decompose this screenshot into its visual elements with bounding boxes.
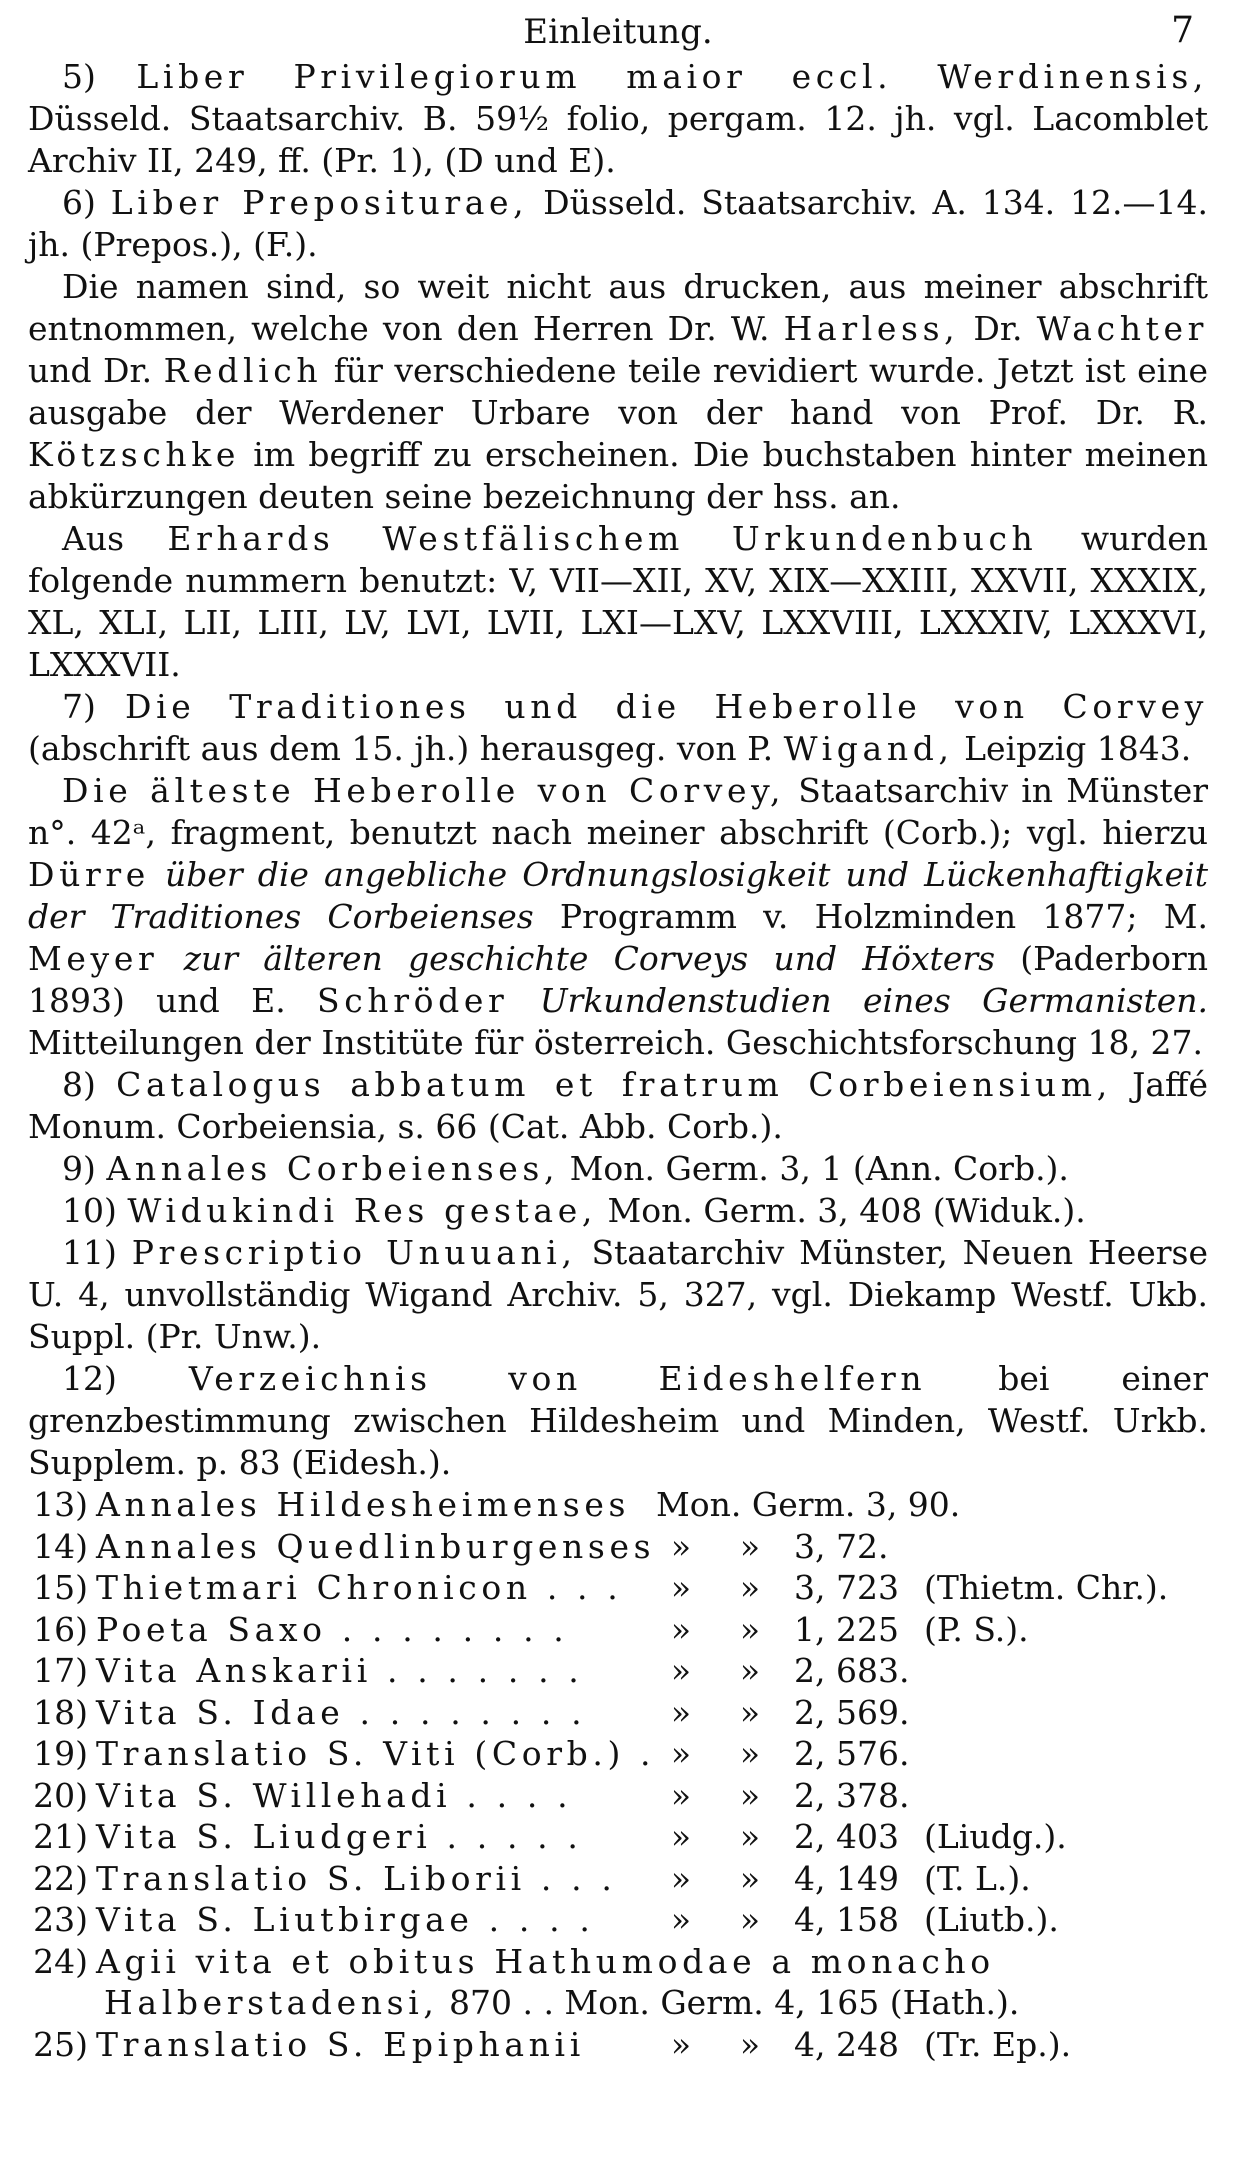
entry-number: 20) [33, 1775, 88, 1815]
person-name: Schröder [317, 981, 509, 1020]
entry-number: 12) [62, 1359, 117, 1398]
person-name: Harless, [783, 309, 960, 348]
entry-number: 5) [62, 57, 96, 96]
entry-text: Mon. Germ. 3, 408 (Widuk.). [596, 1191, 1086, 1230]
text: (abschrift aus dem 15. jh.) herausgeg. von P. [28, 729, 784, 768]
entry-reference: 2, 403 [794, 1817, 899, 1856]
text: Staatsarchiv in Münster n°. 42ᵃ, fragment, benutzt nach meiner abschrift (Corb.); vgl. hierzu [28, 771, 1208, 852]
entry-title: Prescriptio Unuuani, [131, 1233, 577, 1272]
entry-text: Düsseld. Staatsarchiv. A. 134. 12.—14. jh. (Prepos.), (F.). [28, 183, 1208, 264]
ditto-mark: » [670, 1692, 692, 1732]
ditto-mark: » [739, 1692, 761, 1732]
ditto-mark: » [739, 1651, 761, 1690]
list-item [28, 1692, 1208, 1734]
entry-reference: 3, 723 [794, 1568, 899, 1607]
editors-note [28, 266, 1208, 518]
entry-11 [28, 1232, 1208, 1358]
entry-abbreviation [924, 1775, 1204, 1817]
entry-title: Annales Corbeienses, [106, 1149, 560, 1188]
entry-reference: 870 . . Mon. Germ. 4, 165 (Hath.). [438, 1983, 1020, 2022]
entry-text: Jaffé Monum. Corbeiensia, s. 66 (Cat. Abb. Corb.). [28, 1065, 1208, 1146]
entry-abbreviation: (Liutb.). [924, 1900, 1059, 1939]
entry-title: Vita S. Willehadi . . . . [96, 1775, 573, 1815]
entry-title: Vita Anskarii . . . . . . . [96, 1651, 584, 1690]
ditto-mark: » [670, 1900, 692, 1939]
work-title: Die älteste Heberolle von Corvey, [62, 771, 786, 810]
book-page [28, 0, 1208, 2175]
list-item [28, 1526, 1208, 1568]
entry-number: 22) [33, 1858, 88, 1898]
list-item [28, 1733, 1208, 1775]
ditto-mark: » [670, 1568, 692, 1607]
entry-title: Agii vita et obitus Hathumodae a monacho [96, 1941, 995, 1981]
entry-title: Vita S. Liudgeri . . . . . [96, 1817, 583, 1856]
ditto-mark: » [739, 1858, 761, 1898]
entry-number: 6) [62, 183, 96, 222]
entry-title: Liber Privilegiorum maior eccl. Werdinensis, [136, 57, 1208, 96]
entry-reference: 4, 158 [794, 1900, 899, 1939]
entry-number: 8) [62, 1065, 96, 1104]
entry-reference: 2, 378. [794, 1775, 910, 1815]
text: Dr. [959, 309, 1037, 348]
entry-abbreviation [924, 1733, 1204, 1775]
entry-abbreviation: (P. S.). [924, 1609, 1029, 1649]
ditto-mark: » [739, 1568, 761, 1607]
entry-abbreviation: (Liudg.). [924, 1817, 1067, 1856]
ditto-mark: » [739, 1775, 761, 1815]
entry-title: Translatio S. Viti (Corb.) . [96, 1734, 656, 1773]
ditto-mark: » [739, 1817, 761, 1856]
entry-title: Vita S. Idae . . . . . . . . [96, 1692, 587, 1732]
entry-title: Annales Quedlinburgenses [96, 1526, 656, 1566]
entry-reference: 4, 149 [794, 1858, 899, 1898]
ditto-mark: » [739, 1734, 761, 1773]
entry-6 [28, 182, 1208, 266]
entry-number: 9) [62, 1149, 96, 1188]
list-item-24 [28, 1941, 1208, 1983]
entry-reference: 2, 576. [794, 1734, 910, 1773]
entry-reference: 2, 683. [794, 1651, 910, 1690]
ditto-mark: » [670, 1526, 692, 1566]
entry-title: Verzeichnis von Eideshelfern [188, 1359, 927, 1398]
text: Aus [62, 519, 168, 558]
entry-text: Staatarchiv Münster, Neuen Heerse U. 4, unvollständig Wigand Archiv. 5, 327, vgl. Diekamp Westf. Ukb. Suppl. (Pr. Unw.). [28, 1233, 1209, 1356]
entry-number: 24) [33, 1941, 88, 1981]
entry-number: 11) [62, 1233, 117, 1272]
running-header [28, 0, 1208, 56]
ditto-mark: » [739, 1526, 761, 1566]
entry-abbreviation [924, 1650, 1204, 1692]
text: Die namen sind, so weit nicht aus drucken, aus meiner abschrift entnommen, welche von den Herren Dr. W. [28, 267, 1208, 348]
ditto-mark: » [739, 1609, 761, 1649]
entry-reference: 2, 569. [794, 1692, 910, 1732]
person-name: Dürre [28, 855, 150, 894]
entry-abbreviation: (T. L.). [924, 1858, 1031, 1898]
entry-number: 23) [33, 1900, 88, 1939]
person-name: Meyer [28, 939, 159, 978]
entry-number: 14) [33, 1526, 88, 1566]
entry-5 [28, 56, 1208, 182]
text: (Paderborn 1893) und E. [28, 939, 1208, 1020]
entry-number: 13) [33, 1485, 88, 1524]
list-item-24-cont [28, 1982, 1208, 2024]
text: Programm v. Holzminden 1877; M. [533, 897, 1208, 936]
work-title-italic: zur älteren geschichte Corveys und Höxters [158, 939, 996, 978]
entry-12 [28, 1358, 1208, 1484]
entry-reference: Mon. Germ. 3, 90. [656, 1485, 961, 1524]
entry-title: Thietmari Chronicon . . . [96, 1568, 623, 1607]
entry-number: 19) [33, 1734, 88, 1773]
list-item [28, 1650, 1208, 1692]
entry-number: 18) [33, 1692, 88, 1732]
text: Mitteilungen der Institüte für österreich. Geschichtsforschung 18, 27. [28, 1023, 1203, 1062]
urkundenbuch-note [28, 518, 1208, 686]
person-name: Kötzschke [28, 435, 241, 474]
entry-number: 10) [62, 1191, 117, 1230]
entry-title: Vita S. Liutbirgae . . . . [96, 1900, 595, 1939]
entry-number: 15) [33, 1568, 88, 1607]
list-item-25 [28, 2024, 1208, 2066]
list-item [28, 1484, 1208, 1526]
text: und Dr. [28, 351, 164, 390]
list-item [28, 1567, 1208, 1609]
list-item [28, 1858, 1208, 1900]
entry-title: Die Traditiones und die Heberolle von Corvey [125, 687, 1208, 726]
ditto-mark: » [739, 2024, 761, 2064]
entry-text: Düsseld. Staatsarchiv. B. 59½ folio, pergam. 12. jh. vgl. Lacomblet Archiv II, 249, ff. (Pr. 1), (D und E). [28, 99, 1208, 180]
entry-8 [28, 1064, 1208, 1148]
ditto-mark: » [670, 1817, 692, 1856]
list-item [28, 1609, 1208, 1651]
person-name: Wigand, [783, 729, 954, 768]
entry-title: Translatio S. Liborii . . . [96, 1858, 617, 1898]
ditto-mark: » [739, 1900, 761, 1939]
entry-text: Mon. Germ. 3, 1 (Ann. Corb.). [559, 1149, 1069, 1188]
entry-title: Halberstadensi, [104, 1983, 439, 2022]
list-item [28, 1899, 1208, 1941]
list-item [28, 1775, 1208, 1817]
entry-text: bei einer grenzbestimmung zwischen Hildesheim und Minden, Westf. Urkb. Supplem. p. 83 (Eidesh.). [28, 1359, 1208, 1482]
text: im begriff zu erscheinen. Die buchstaben hinter meinen abkürzungen deuten seine bezeichnung der hss. an. [28, 435, 1208, 516]
page-number: 7 [1171, 10, 1194, 51]
entry-abbreviation: (Thietm. Chr.). [924, 1568, 1169, 1607]
entry-abbreviation [924, 1484, 1204, 1526]
text: für verschiedene teile revidiert wurde. Jetzt ist eine ausgabe der Werdener Urbare von der hand von Prof. Dr. R. [28, 351, 1208, 432]
ditto-mark: » [670, 2024, 692, 2064]
entry-9 [28, 1148, 1208, 1190]
work-title-italic: Urkundenstudien eines Germanisten. [508, 981, 1208, 1020]
entry-abbreviation [924, 1526, 1204, 1568]
entry-reference: 3, 72. [794, 1526, 889, 1566]
heberolle-note [28, 770, 1208, 1064]
entry-title: Widukindi Res gestae, [127, 1191, 597, 1230]
person-name: Redlich [163, 351, 323, 390]
list-item [28, 1816, 1208, 1858]
text: Leipzig 1843. [953, 729, 1192, 768]
entry-number: 7) [62, 687, 96, 726]
entry-7 [28, 686, 1208, 770]
entry-abbreviation: (Tr. Ep.). [924, 2024, 1072, 2064]
ditto-mark: » [670, 1734, 692, 1773]
ditto-mark: » [670, 1775, 692, 1815]
entry-title: Annales Hildesheimenses [96, 1485, 631, 1524]
sources-list [28, 1484, 1208, 2065]
entry-title: Translatio S. Epiphanii [96, 2024, 585, 2064]
entry-number: 16) [33, 1609, 88, 1649]
entry-title: Catalogus abbatum et fratrum Corbeiensium, [116, 1065, 1112, 1104]
ditto-mark: » [670, 1651, 692, 1690]
entry-reference: 4, 248 [794, 2024, 899, 2064]
ditto-mark: » [670, 1609, 692, 1649]
work-title: Erhards Westfälischem Urkundenbuch [167, 519, 1038, 558]
entry-number: 21) [33, 1817, 88, 1856]
entry-abbreviation [924, 1692, 1204, 1734]
entry-reference: 1, 225 [794, 1609, 899, 1649]
running-title: Einleitung. [523, 12, 713, 52]
entry-number: 25) [33, 2024, 88, 2064]
entry-title: Poeta Saxo . . . . . . . . [96, 1609, 569, 1649]
person-name: Wachter [1036, 309, 1209, 348]
text: wurden folgende nummern benutzt: V, VII—XII, XV, XIX—XXIII, XXVII, XXXIX, XL, XLI, LII, LIII, LV, LVI, LVII, LXI—LXV, LXXVIII, LXXXIV, LXXXVI, LXXXVII. [28, 519, 1208, 684]
entry-number: 17) [33, 1651, 88, 1690]
entry-10 [28, 1190, 1208, 1232]
entry-title: Liber Prepositurae, [110, 183, 529, 222]
work-title-italic: über die angebliche Ordnungslosigkeit und Lückenhaftigkeit der Traditiones Corbeienses [28, 855, 1208, 936]
ditto-mark: » [670, 1858, 692, 1898]
